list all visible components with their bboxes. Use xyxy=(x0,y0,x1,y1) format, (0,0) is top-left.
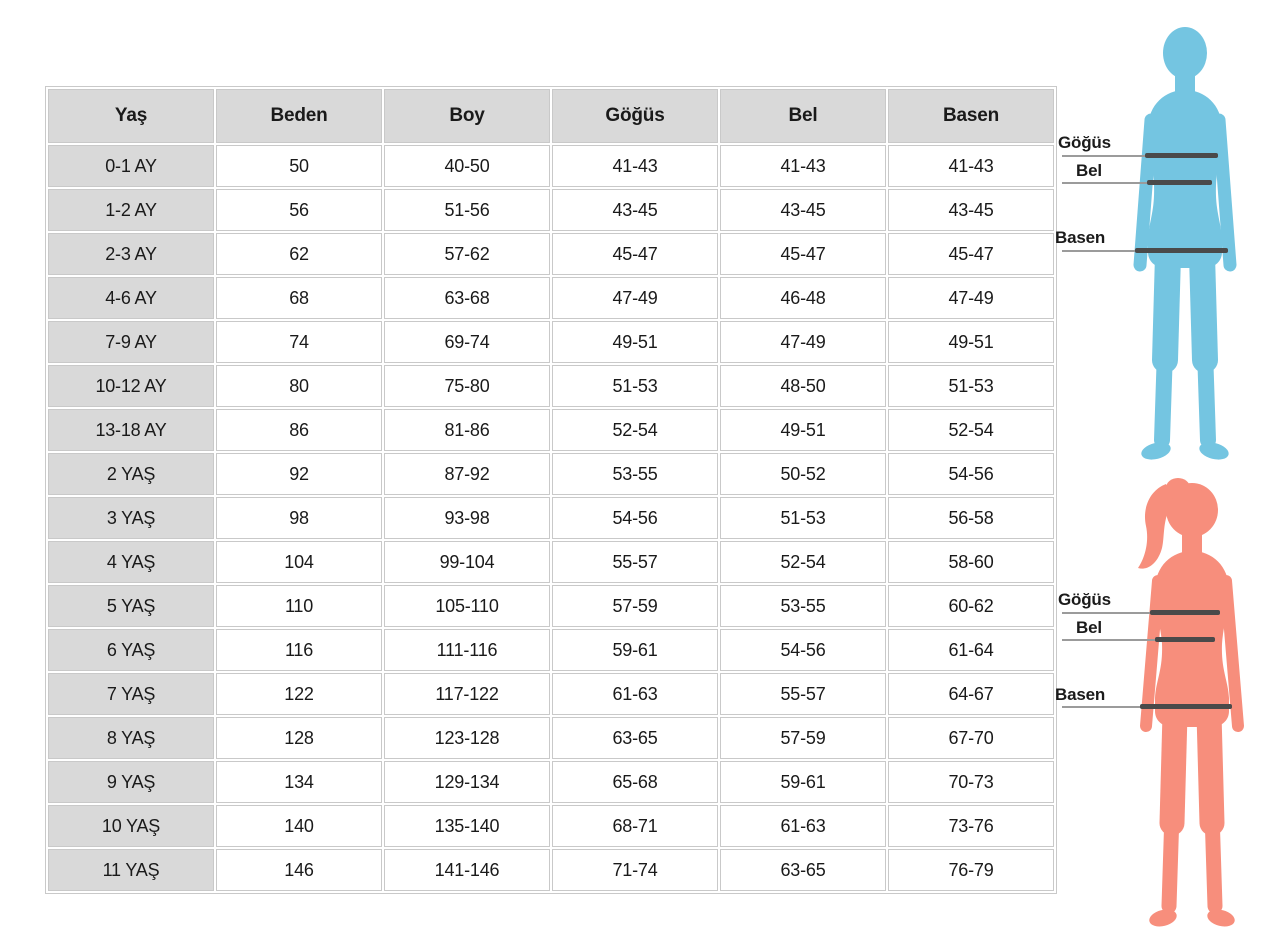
table-row xyxy=(48,189,1054,231)
table-cell: 51-53 xyxy=(720,497,886,539)
table-cell: 135-140 xyxy=(384,805,550,847)
table-cell: 51-53 xyxy=(888,365,1054,407)
table-cell: 60-62 xyxy=(888,585,1054,627)
table-cell: 92 xyxy=(216,453,382,495)
table-cell: 52-54 xyxy=(888,409,1054,451)
table-cell: 129-134 xyxy=(384,761,550,803)
table-cell: 87-92 xyxy=(384,453,550,495)
table-cell: 117-122 xyxy=(384,673,550,715)
row-label: 7 YAŞ xyxy=(48,673,214,715)
table-cell: 67-70 xyxy=(888,717,1054,759)
table-cell: 52-54 xyxy=(720,541,886,583)
row-label: 11 YAŞ xyxy=(48,849,214,891)
table-cell: 128 xyxy=(216,717,382,759)
table-cell: 63-65 xyxy=(552,717,718,759)
table-row xyxy=(48,585,1054,627)
table-cell: 74 xyxy=(216,321,382,363)
table-cell: 54-56 xyxy=(552,497,718,539)
silhouette-shape xyxy=(1140,27,1231,462)
table-row xyxy=(48,321,1054,363)
row-label: 4-6 AY xyxy=(48,277,214,319)
table-cell: 57-59 xyxy=(552,585,718,627)
table-row xyxy=(48,277,1054,319)
table-cell: 59-61 xyxy=(720,761,886,803)
row-label: 10 YAŞ xyxy=(48,805,214,847)
table-cell: 51-53 xyxy=(552,365,718,407)
girl-silhouette-icon xyxy=(1122,478,1257,948)
row-label: 7-9 AY xyxy=(48,321,214,363)
table-cell: 98 xyxy=(216,497,382,539)
table-cell: 43-45 xyxy=(552,189,718,231)
table-cell: 61-63 xyxy=(720,805,886,847)
table-cell: 99-104 xyxy=(384,541,550,583)
row-label: 8 YAŞ xyxy=(48,717,214,759)
table-cell: 134 xyxy=(216,761,382,803)
table-cell: 49-51 xyxy=(720,409,886,451)
boy-hip-label: Basen xyxy=(1055,228,1106,247)
table-cell: 63-65 xyxy=(720,849,886,891)
table-row xyxy=(48,233,1054,275)
table-row xyxy=(48,453,1054,495)
table-cell: 71-74 xyxy=(552,849,718,891)
row-label: 2-3 AY xyxy=(48,233,214,275)
boy-chest-label: Göğüs xyxy=(1058,133,1111,152)
row-label: 9 YAŞ xyxy=(48,761,214,803)
boy-chest-bar xyxy=(1145,153,1218,158)
table-row xyxy=(48,761,1054,803)
table-cell: 55-57 xyxy=(720,673,886,715)
column-header: Bel xyxy=(720,89,886,143)
table-cell: 48-50 xyxy=(720,365,886,407)
boy-waist-bar xyxy=(1147,180,1212,185)
table-cell: 81-86 xyxy=(384,409,550,451)
girl-waist-label: Bel xyxy=(1076,618,1102,637)
table-cell: 45-47 xyxy=(888,233,1054,275)
header-row xyxy=(48,89,1054,143)
table-cell: 123-128 xyxy=(384,717,550,759)
table-cell: 41-43 xyxy=(888,145,1054,187)
table-cell: 69-74 xyxy=(384,321,550,363)
table-cell: 58-60 xyxy=(888,541,1054,583)
boy-waist-label: Bel xyxy=(1076,161,1102,180)
column-header: Yaş xyxy=(48,89,214,143)
table-row xyxy=(48,145,1054,187)
row-label: 10-12 AY xyxy=(48,365,214,407)
table-row xyxy=(48,629,1054,671)
table-cell: 65-68 xyxy=(552,761,718,803)
row-label: 3 YAŞ xyxy=(48,497,214,539)
table-cell: 43-45 xyxy=(888,189,1054,231)
table-cell: 104 xyxy=(216,541,382,583)
table-cell: 50-52 xyxy=(720,453,886,495)
table-cell: 55-57 xyxy=(552,541,718,583)
column-header: Beden xyxy=(216,89,382,143)
table-cell: 47-49 xyxy=(888,277,1054,319)
table-cell: 51-56 xyxy=(384,189,550,231)
boy-hip-bar xyxy=(1135,248,1228,253)
table-cell: 49-51 xyxy=(552,321,718,363)
table-cell: 141-146 xyxy=(384,849,550,891)
table-cell: 45-47 xyxy=(552,233,718,275)
size-table xyxy=(45,86,1057,894)
table-cell: 93-98 xyxy=(384,497,550,539)
table-cell: 75-80 xyxy=(384,365,550,407)
table-cell: 62 xyxy=(216,233,382,275)
table-cell: 57-59 xyxy=(720,717,886,759)
row-label: 4 YAŞ xyxy=(48,541,214,583)
table-cell: 54-56 xyxy=(720,629,886,671)
table-cell: 47-49 xyxy=(720,321,886,363)
girl-hip-bar xyxy=(1140,704,1232,709)
table-row xyxy=(48,409,1054,451)
table-cell: 45-47 xyxy=(720,233,886,275)
table-row xyxy=(48,541,1054,583)
table-cell: 61-64 xyxy=(888,629,1054,671)
table-row xyxy=(48,673,1054,715)
table-cell: 46-48 xyxy=(720,277,886,319)
table-cell: 41-43 xyxy=(720,145,886,187)
table-cell: 80 xyxy=(216,365,382,407)
table-body xyxy=(48,145,1054,891)
table-cell: 70-73 xyxy=(888,761,1054,803)
table-cell: 41-43 xyxy=(552,145,718,187)
table-cell: 146 xyxy=(216,849,382,891)
table-cell: 110 xyxy=(216,585,382,627)
measurement-guide xyxy=(1050,0,1280,948)
column-header: Basen xyxy=(888,89,1054,143)
row-label: 2 YAŞ xyxy=(48,453,214,495)
table-cell: 105-110 xyxy=(384,585,550,627)
table-cell: 122 xyxy=(216,673,382,715)
row-label: 0-1 AY xyxy=(48,145,214,187)
girl-chest-bar xyxy=(1150,610,1220,615)
table-cell: 140 xyxy=(216,805,382,847)
table-cell: 68-71 xyxy=(552,805,718,847)
table-cell: 49-51 xyxy=(888,321,1054,363)
table-cell: 57-62 xyxy=(384,233,550,275)
column-header: Boy xyxy=(384,89,550,143)
table-cell: 116 xyxy=(216,629,382,671)
table-cell: 43-45 xyxy=(720,189,886,231)
table-cell: 56-58 xyxy=(888,497,1054,539)
row-label: 13-18 AY xyxy=(48,409,214,451)
table-row xyxy=(48,805,1054,847)
table-row xyxy=(48,365,1054,407)
table-cell: 73-76 xyxy=(888,805,1054,847)
table-cell: 53-55 xyxy=(720,585,886,627)
table-cell: 56 xyxy=(216,189,382,231)
table-cell: 68 xyxy=(216,277,382,319)
table-cell: 61-63 xyxy=(552,673,718,715)
table-cell: 40-50 xyxy=(384,145,550,187)
table-cell: 54-56 xyxy=(888,453,1054,495)
table-cell: 59-61 xyxy=(552,629,718,671)
table-cell: 47-49 xyxy=(552,277,718,319)
table-row xyxy=(48,849,1054,891)
table-row xyxy=(48,717,1054,759)
girl-waist-bar xyxy=(1155,637,1215,642)
girl-hip-label: Basen xyxy=(1055,685,1106,704)
table-cell: 52-54 xyxy=(552,409,718,451)
column-header: Göğüs xyxy=(552,89,718,143)
table-cell: 64-67 xyxy=(888,673,1054,715)
row-label: 5 YAŞ xyxy=(48,585,214,627)
table-cell: 53-55 xyxy=(552,453,718,495)
table-cell: 86 xyxy=(216,409,382,451)
row-label: 6 YAŞ xyxy=(48,629,214,671)
table-cell: 63-68 xyxy=(384,277,550,319)
girl-chest-label: Göğüs xyxy=(1058,590,1111,609)
table-cell: 76-79 xyxy=(888,849,1054,891)
table-cell: 111-116 xyxy=(384,629,550,671)
table-row xyxy=(48,497,1054,539)
row-label: 1-2 AY xyxy=(48,189,214,231)
table-cell: 50 xyxy=(216,145,382,187)
